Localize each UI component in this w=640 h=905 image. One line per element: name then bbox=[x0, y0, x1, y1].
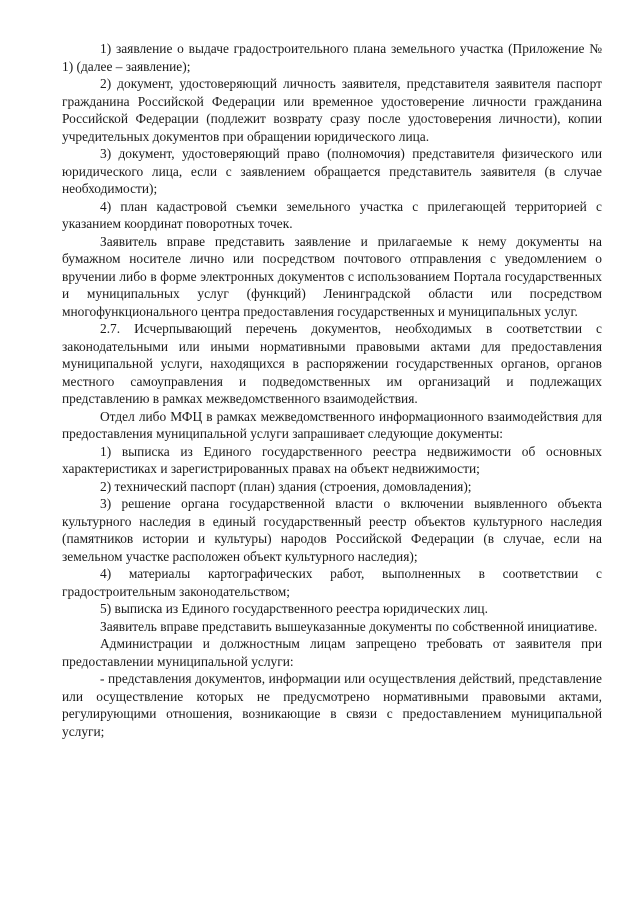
paragraph-request-item-4: 4) материалы картографических работ, выполненных в соответствии с градостроительным законодательством; bbox=[62, 566, 602, 599]
paragraph-submission-methods: Заявитель вправе представить заявление и прилагаемые к нему документы на бумажном носителе лично или посредством почтового отправления с уведомлением о вручении либо в форме электронных документов с использованием Портала государственных и муниципальных услуг (функций) Ленинградской области или посредством многофункционального центра предоставления государственных и муниципальных услуг. bbox=[62, 233, 602, 319]
paragraph-prohibition-item-1: - представления документов, информации или осуществления действий, представление или осуществление которых не предусмотрено нормативными правовыми актами, регулирующими отношения, возникающие в связи с предоставлением муниципальной услуги; bbox=[62, 671, 602, 739]
paragraph-item-4-cadastral-plan: 4) план кадастровой съемки земельного участка с прилегающей территорией с указанием координат поворотных точек. bbox=[62, 198, 602, 231]
paragraph-request-item-5: 5) выписка из Единого государственного реестра юридических лиц. bbox=[100, 601, 488, 616]
paragraph-request-item-1: 1) выписка из Единого государственного реестра недвижимости об основных характеристиках и зарегистрированных правах на объект недвижимости; bbox=[62, 443, 602, 476]
paragraph-section-2-7: 2.7. Исчерпывающий перечень документов, необходимых в соответствии с законодательными или иными нормативными правовыми актами для предоставления муниципальной услуги, находящихся в распоряжении государственных органов, органов местного самоуправления и подведомственных им организаций и подлежащих представлению в рамках межведомственного взаимодействия. bbox=[62, 321, 602, 406]
paragraph-request-item-3: 3) решение органа государственной власти о включении выявленного объекта культурного наследия в единый государственный реестр объектов культурного наследия (памятников истории и культуры) народов Российской Федерации (в случае, если на земельном участке расположен объект культурного наследия); bbox=[62, 496, 602, 564]
paragraph-interagency-request: Отдел либо МФЦ в рамках межведомственного информационного взаимодействия для предоставления муниципальной услуги запрашивает следующие документы: bbox=[62, 408, 602, 441]
paragraph-prohibitions-intro: Администрации и должностным лицам запрещено требовать от заявителя при предоставлении муниципальной услуги: bbox=[62, 636, 602, 669]
paragraph-request-item-2: 2) технический паспорт (план) здания (строения, домовладения); bbox=[100, 478, 472, 494]
paragraph-item-2-identity-document: 2) документ, удостоверяющий личность заявителя, представителя заявителя паспорт гражданина Российской Федерации или временное удостоверение личности гражданина Российской Федерации (подлежит возврату сразу после удостоверения личности), копии учредительных документов при обращении юридического лица. bbox=[62, 76, 602, 144]
paragraph-item-3-authority-document: 3) документ, удостоверяющий право (полномочия) представителя физического или юридического лица, если с заявлением обращается представитель заявителя (в случае необходимости); bbox=[62, 146, 602, 196]
paragraph-item-1-application: 1) заявление о выдаче градостроительного плана земельного участка (Приложение № 1) (далее – заявление); bbox=[62, 41, 602, 74]
paragraph-own-initiative: Заявитель вправе представить вышеуказанные документы по собственной инициативе. bbox=[100, 618, 598, 634]
document-page bbox=[62, 40, 602, 740]
